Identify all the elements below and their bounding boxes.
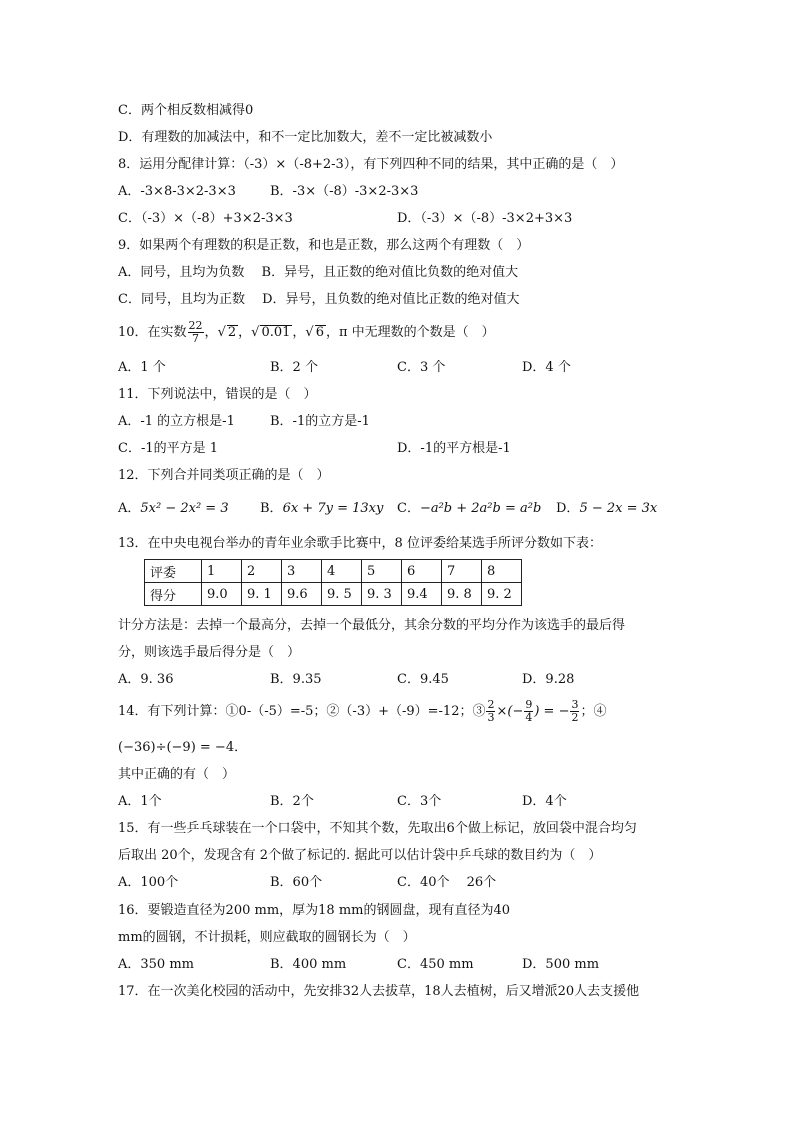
q8-option-d: D．（-3）×（-8）-3×2+3×3 [397,211,573,226]
q12c-label: C． [397,501,420,516]
q15-option-c: C．40个 26个 [397,875,497,890]
table-cell: 9. 1 [242,583,282,606]
q8-option-b: B．-3×（-8）-3×2-3×3 [270,184,419,199]
q14-middle: ×(− [496,704,524,719]
q14-f1-den: 3 [487,711,495,724]
q12a-label: A． [118,501,141,516]
q12d-label: D． [556,501,580,516]
question-16-line-2: mm的圆钢，不计损耗，则应截取的圆钢长为（ ） [118,930,416,945]
question-15-line-2: 后取出 20个，发现含有 2个做了标记的. 据此可以估计袋中乒乓球的数目约为（ ） [118,848,602,863]
question-14 [118,698,606,726]
q14-option-a: A．1个 [118,794,162,809]
table-cell: 9. 3 [362,583,402,606]
q14-f2-den: 4 [525,711,533,724]
q10-option-c: C．3 个 [397,360,446,375]
q16-option-b: B．400 mm [270,957,347,972]
q12-option-b [260,500,383,518]
q10-fraction [188,320,204,345]
q10-prefix: 10．在实数 [118,325,187,340]
question-13: 13．在中央电视台举办的青年业余歌手比赛中，8 位评委给某选手所评分数如下表： [118,536,602,551]
q14-option-b: B．2个 [270,794,314,809]
question-9: 9．如果两个有理数的积是正数，和也是正数，那么这两个有理数（ ） [118,238,530,253]
table-cell: 3 [282,560,322,583]
table-cell: 9. 5 [322,583,362,606]
q9-options-cd: C．同号，且均为正数 D．异号，且负数的绝对值比正数的绝对值大 [118,292,520,307]
table-cell: 评委 [145,560,202,583]
q10-radicand-1: 2 [227,325,237,340]
q12-option-d [556,500,657,518]
question-10: 10．在实数 $\frac{22}{7}$ ，√ 2 ，√ 0.01 ，√ 6 ，π 中无理数的个数是（ ） [118,319,495,345]
table-cell: 9.0 [202,583,242,606]
q14-option-d: D．4个 [522,794,567,809]
q13-option-c: C．9.45 [397,672,449,687]
q14-f1-num: 2 [487,698,495,711]
sqrt-symbol: √ [251,325,260,340]
table-cell: 6 [402,560,442,583]
score-table [144,559,522,606]
q14-f3-den: 2 [571,711,579,724]
q14-fraction-3 [570,699,579,724]
table-cell: 5 [362,560,402,583]
q12-option-a [118,500,229,518]
q11-option-a: A．-1 的立方根是-1 [118,414,235,429]
q10-option-b: B．2 个 [270,360,318,375]
question-15-line-1: 15．有一些乒乓球装在一个口袋中，不知其个数，先取出6个做上标记，放回袋中混合均匀 [118,821,637,836]
q13-description-1: 计分方法是：去掉一个最高分，去掉一个最低分，其余分数的平均分作为该选手的最后得 [118,618,626,633]
table-row [145,583,522,606]
q11-option-b: B．-1的立方是-1 [270,414,370,429]
q14-option-c: C．3个 [397,794,442,809]
q13-option-b: B．9.35 [270,672,322,687]
table-cell: 8 [482,560,522,583]
table-cell: 2 [242,560,282,583]
q10-suffix: ，π 中无理数的个数是（ ） [326,325,495,340]
q14-f3-num: 3 [571,698,579,711]
q7-option-d: D．有理数的加减法中，和不一定比加数大，差不一定比被减数小 [118,130,493,145]
q10-option-a: A．1 个 [118,360,166,375]
table-cell: 1 [202,560,242,583]
q14-line-2: (−36)÷(−9) = −4． [118,740,248,755]
table-cell: 9. 8 [442,583,482,606]
q15-option-b: B．60个 [270,875,323,890]
q16-option-c: C．450 mm [397,957,474,972]
q13-description-2: 分，则该选手最后得分是（ ） [118,645,301,660]
q14-prefix: 14．有下列计算：①0-（-5）=-5；②（-3）+（-9）=-12；③ [118,704,486,719]
q14-f2-num: 9 [525,698,533,711]
q10-radicand-3: 6 [315,325,324,340]
question-12: 12．下列合并同类项正确的是（ ） [118,468,330,483]
q12b-expr: 6x + 7y = 13xy [282,501,384,516]
table-cell: 9.6 [282,583,322,606]
table-row [145,560,522,583]
q14-fraction-2 [524,699,533,724]
sqrt-symbol: √ [305,325,314,340]
sqrt-symbol: √ [217,325,226,340]
q16-option-d: D．500 mm [522,957,600,972]
question-16-line-1: 16．要锻造直径为200 mm，厚为18 mm的钢圆盘，现有直径为40 [118,903,511,918]
q8-option-c: C．（-3）×（-8）+3×2-3×3 [118,211,293,226]
q12b-label: B． [260,501,283,516]
question-11: 11．下列说法中，错误的是（ ） [118,387,317,402]
q13-option-a: A．9. 36 [118,672,174,687]
q14-equals: ) = − [534,704,570,719]
q7-option-c: C．两个相反数相减得0 [118,103,254,118]
table-cell: 7 [442,560,482,583]
q13-option-d: D．9.28 [522,672,575,687]
q14-fraction-1 [486,699,495,724]
table-cell: 得分 [145,583,202,606]
q11-option-c: C．-1的平方是 1 [118,441,219,456]
q11-option-d: D．-1的平方根是-1 [397,441,511,456]
table-cell: 9.4 [402,583,442,606]
q8-option-a: A．-3×8-3×2-3×3 [118,184,236,199]
q12c-expr: −a²b + 2a²b = a²b [419,501,542,516]
question-8: 8．运用分配律计算：（-3）×（-8+2-3），有下列四种不同的结果，其中正确的是（ ） [118,157,624,172]
table-cell: 9. 2 [482,583,522,606]
q10-option-d: D．4 个 [522,360,571,375]
q9-options-ab: A．同号，且均为负数 B．异号，且正数的绝对值比负数的绝对值大 [118,265,519,280]
question-17: 17．在一次美化校园的活动中，先安排32人去拔草，18人去植树，后又增派20人去支援他 [118,984,640,999]
q15-option-a: A．100个 [118,875,179,890]
q14-suffix: ；④ [580,704,607,719]
q14-question: 其中正确的有（ ） [118,767,236,782]
q12a-expr: 5x² − 2x² = 3 [140,501,229,516]
q10-frac-den: 7 [192,332,200,345]
table-cell: 4 [322,560,362,583]
q12d-expr: 5 − 2x = 3x [579,501,658,516]
q10-radicand-2: 0.01 [261,325,291,340]
q12-option-c [397,500,541,518]
q10-frac-num: 22 [188,319,203,332]
q16-option-a: A．350 mm [118,957,194,972]
